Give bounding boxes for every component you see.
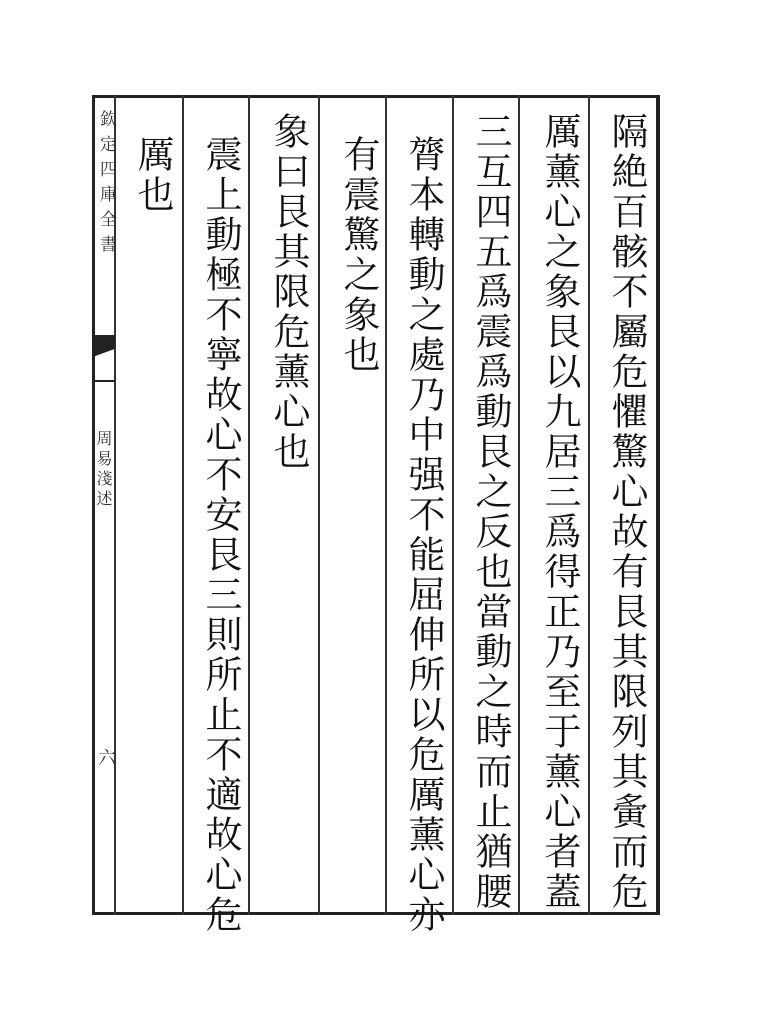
column-rule: [318, 95, 320, 915]
text-column-5: 有震驚之象也: [337, 135, 380, 375]
text-column-7: 震上動極不寧故心不安艮三則所止不適故心危: [199, 135, 242, 935]
text-column-8: 厲也: [131, 135, 174, 215]
text-column-4: 膂本轉動之處乃中强不能屈伸所以危厲薰心亦: [402, 135, 445, 935]
column-rule: [248, 95, 250, 915]
column-rule: [588, 95, 590, 915]
margin-title: 欽定四庫全書: [96, 110, 116, 260]
text-column-6: 象曰艮其限危薰心也: [267, 112, 310, 472]
margin-book-title: 周易淺述: [94, 430, 113, 510]
fish-tail-ornament-line: [93, 350, 115, 382]
column-rule: [385, 95, 387, 915]
margin-folio: 六: [95, 748, 116, 766]
text-column-1: 隔絶百骸不屬危懼驚心故有艮其限列其夤而危: [605, 112, 648, 912]
column-rule: [452, 95, 454, 915]
text-column-3: 三互四五爲震爲動艮之反也當動之時而止猶腰: [469, 112, 512, 912]
text-column-2: 厲薰心之象艮以九居三爲得正乃至于薰心者蓋: [538, 112, 581, 912]
column-rule: [518, 95, 520, 915]
column-rule: [182, 95, 184, 915]
